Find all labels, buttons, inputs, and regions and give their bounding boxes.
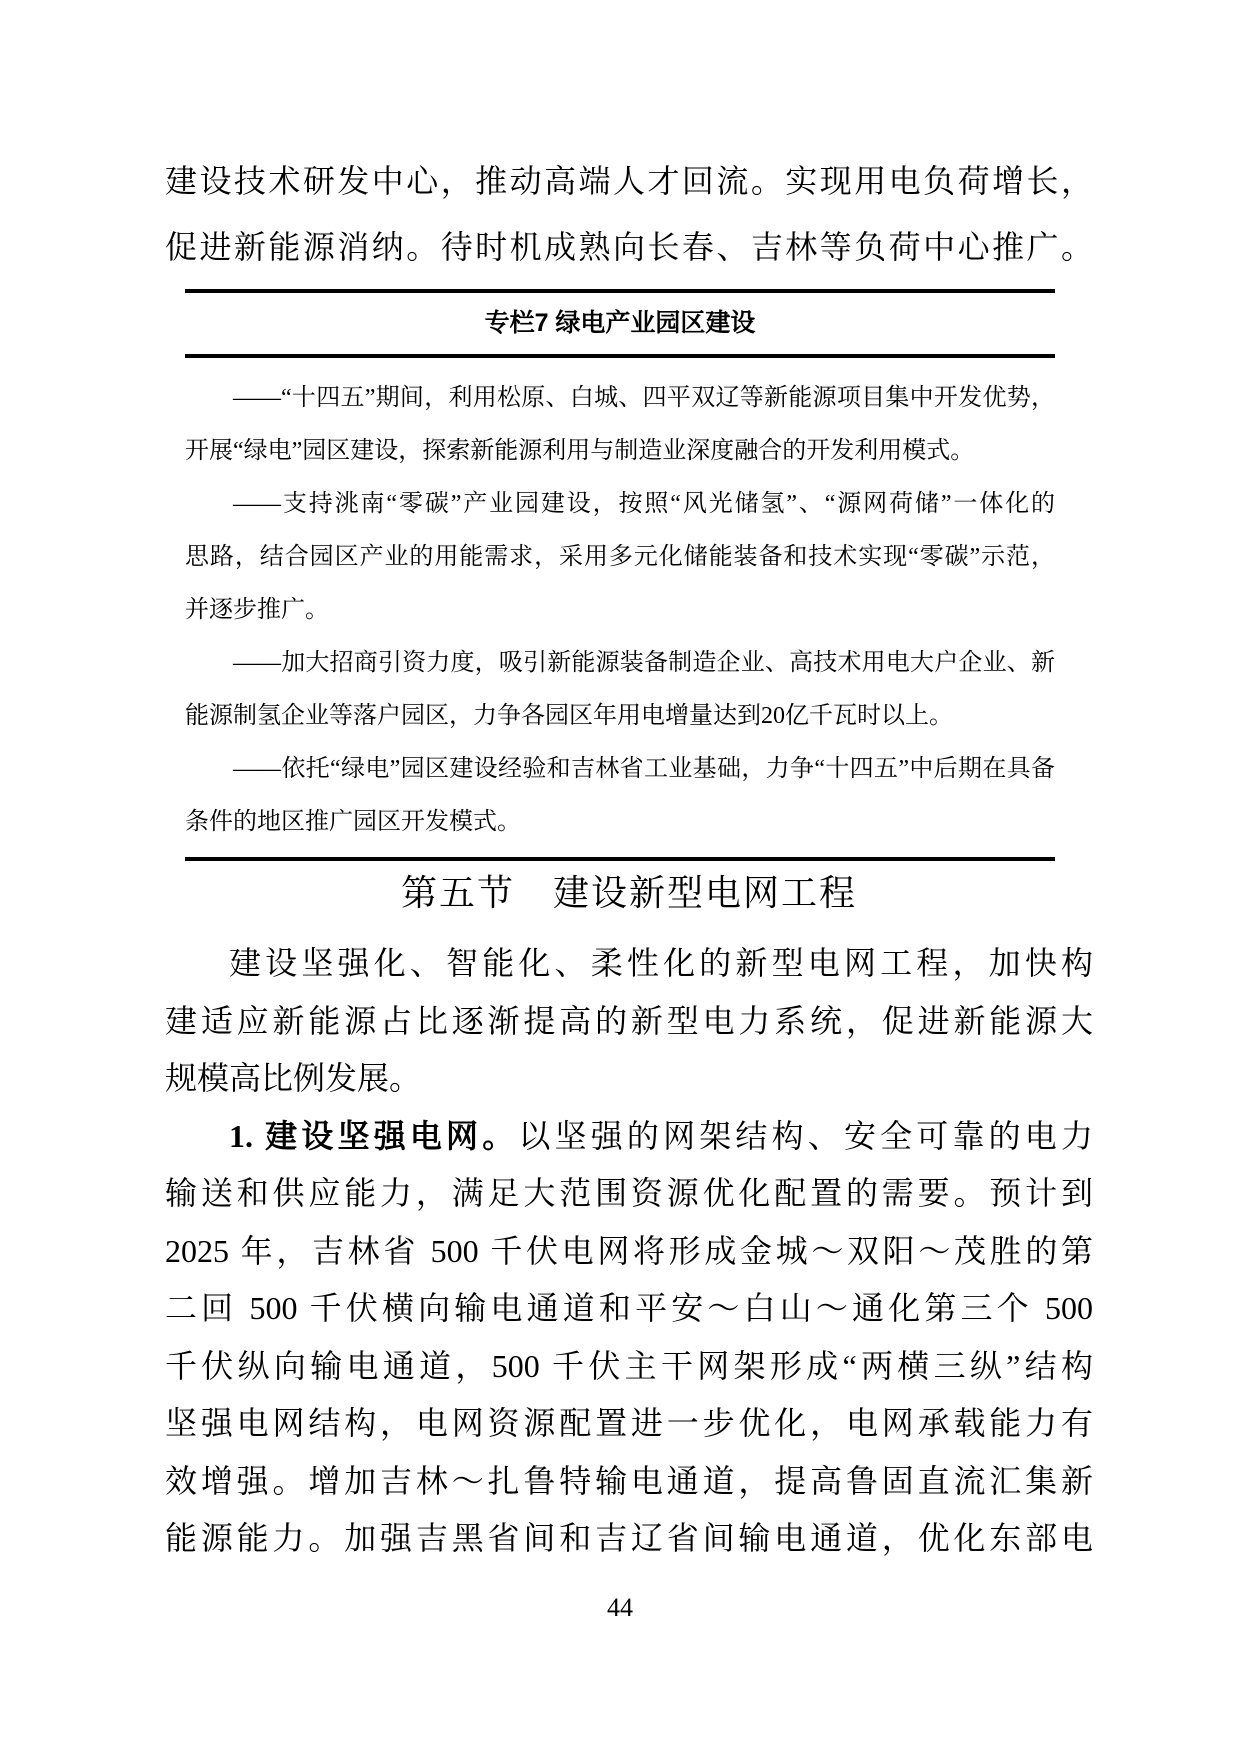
page-content <box>165 0 1093 1568</box>
text-line: 千伏纵向输电通道，500 千伏主干网架形成“两横三纵”结构 <box>165 1347 1093 1384</box>
text-line: ——“十四五”期间，利用松原、白城、四平双辽等新能源项目集中开发优势， <box>233 385 1055 411</box>
text-line: 建设技术研发中心，推动高端人才回流。实现用电负荷增长， <box>165 163 1093 199</box>
section-heading: 第五节 建设新型电网工程 <box>400 873 857 913</box>
intro-paragraph <box>165 148 1093 280</box>
text-line: ——加大招商引资力度，吸引新能源装备制造企业、高技术用电大户企业、新 <box>233 650 1055 676</box>
text-line: 建适应新能源占比逐渐提高的新型电力系统，促进新能源大 <box>165 1002 1093 1039</box>
text-line: 效增强。增加吉林～扎鲁特输电通道，提高鲁固直流汇集新 <box>165 1462 1093 1499</box>
text-line: 能源能力。加强吉黑省间和吉辽省间输电通道，优化东部电 <box>165 1520 1093 1556</box>
feature-box-body <box>185 358 1055 857</box>
text-line: 思路，结合园区产业的用能需求，采用多元化储能装备和技术实现“零碳”示范， <box>185 544 1055 570</box>
body-paragraph <box>165 935 1093 1108</box>
page-number: 44 <box>607 1593 633 1622</box>
text-line: 2025 年，吉林省 500 千伏电网将形成金城～双阳～茂胜的第 <box>165 1232 1093 1269</box>
text-line: 并逐步推广。 <box>185 597 329 623</box>
text-line: 坚强电网结构，电网资源配置进一步优化，电网承载能力有 <box>165 1405 1093 1441</box>
feature-box <box>185 289 1055 861</box>
bullet-paragraph <box>185 372 1055 478</box>
bullet-paragraph <box>185 637 1055 743</box>
text-line: 建设坚强化、智能化、柔性化的新型电网工程，加快构 <box>229 945 1093 981</box>
paragraph-lead-bold: 1. 建设坚强电网。 <box>229 1117 519 1154</box>
text-line: 条件的地区推广园区开发模式。 <box>185 809 521 835</box>
text-line: 输送和供应能力，满足大范围资源优化配置的需要。预计到 <box>165 1175 1093 1211</box>
body-paragraph <box>165 1108 1093 1568</box>
bullet-paragraph <box>185 478 1055 637</box>
text-line: 促进新能源消纳。待时机成熟向长春、吉林等负荷中心推广。 <box>165 229 1093 265</box>
text-line: ——支持洮南“零碳”产业园建设，按照“风光储氢”、“源网荷储”一体化的 <box>233 491 1055 517</box>
paragraph-lead-rest: 以坚强的网架结构、安全可靠的电力 <box>518 1117 1093 1154</box>
text-line: ——依托“绿电”园区建设经验和吉林省工业基础，力争“十四五”中后期在具备 <box>233 756 1055 782</box>
text-line: 开展“绿电”园区建设，探索新能源利用与制造业深度融合的开发利用模式。 <box>185 438 975 464</box>
text-line <box>165 1108 1093 1166</box>
text-line: 规模高比例发展。 <box>165 1060 422 1096</box>
feature-box-title: 专栏7 绿电产业园区建设 <box>185 293 1055 358</box>
bullet-paragraph <box>185 743 1055 849</box>
text-line: 二回 500 千伏横向输电通道和平安～白山～通化第三个 500 <box>165 1290 1093 1326</box>
text-line: 能源制氢企业等落户园区，力争各园区年用电增量达到20亿千瓦时以上。 <box>185 703 953 729</box>
